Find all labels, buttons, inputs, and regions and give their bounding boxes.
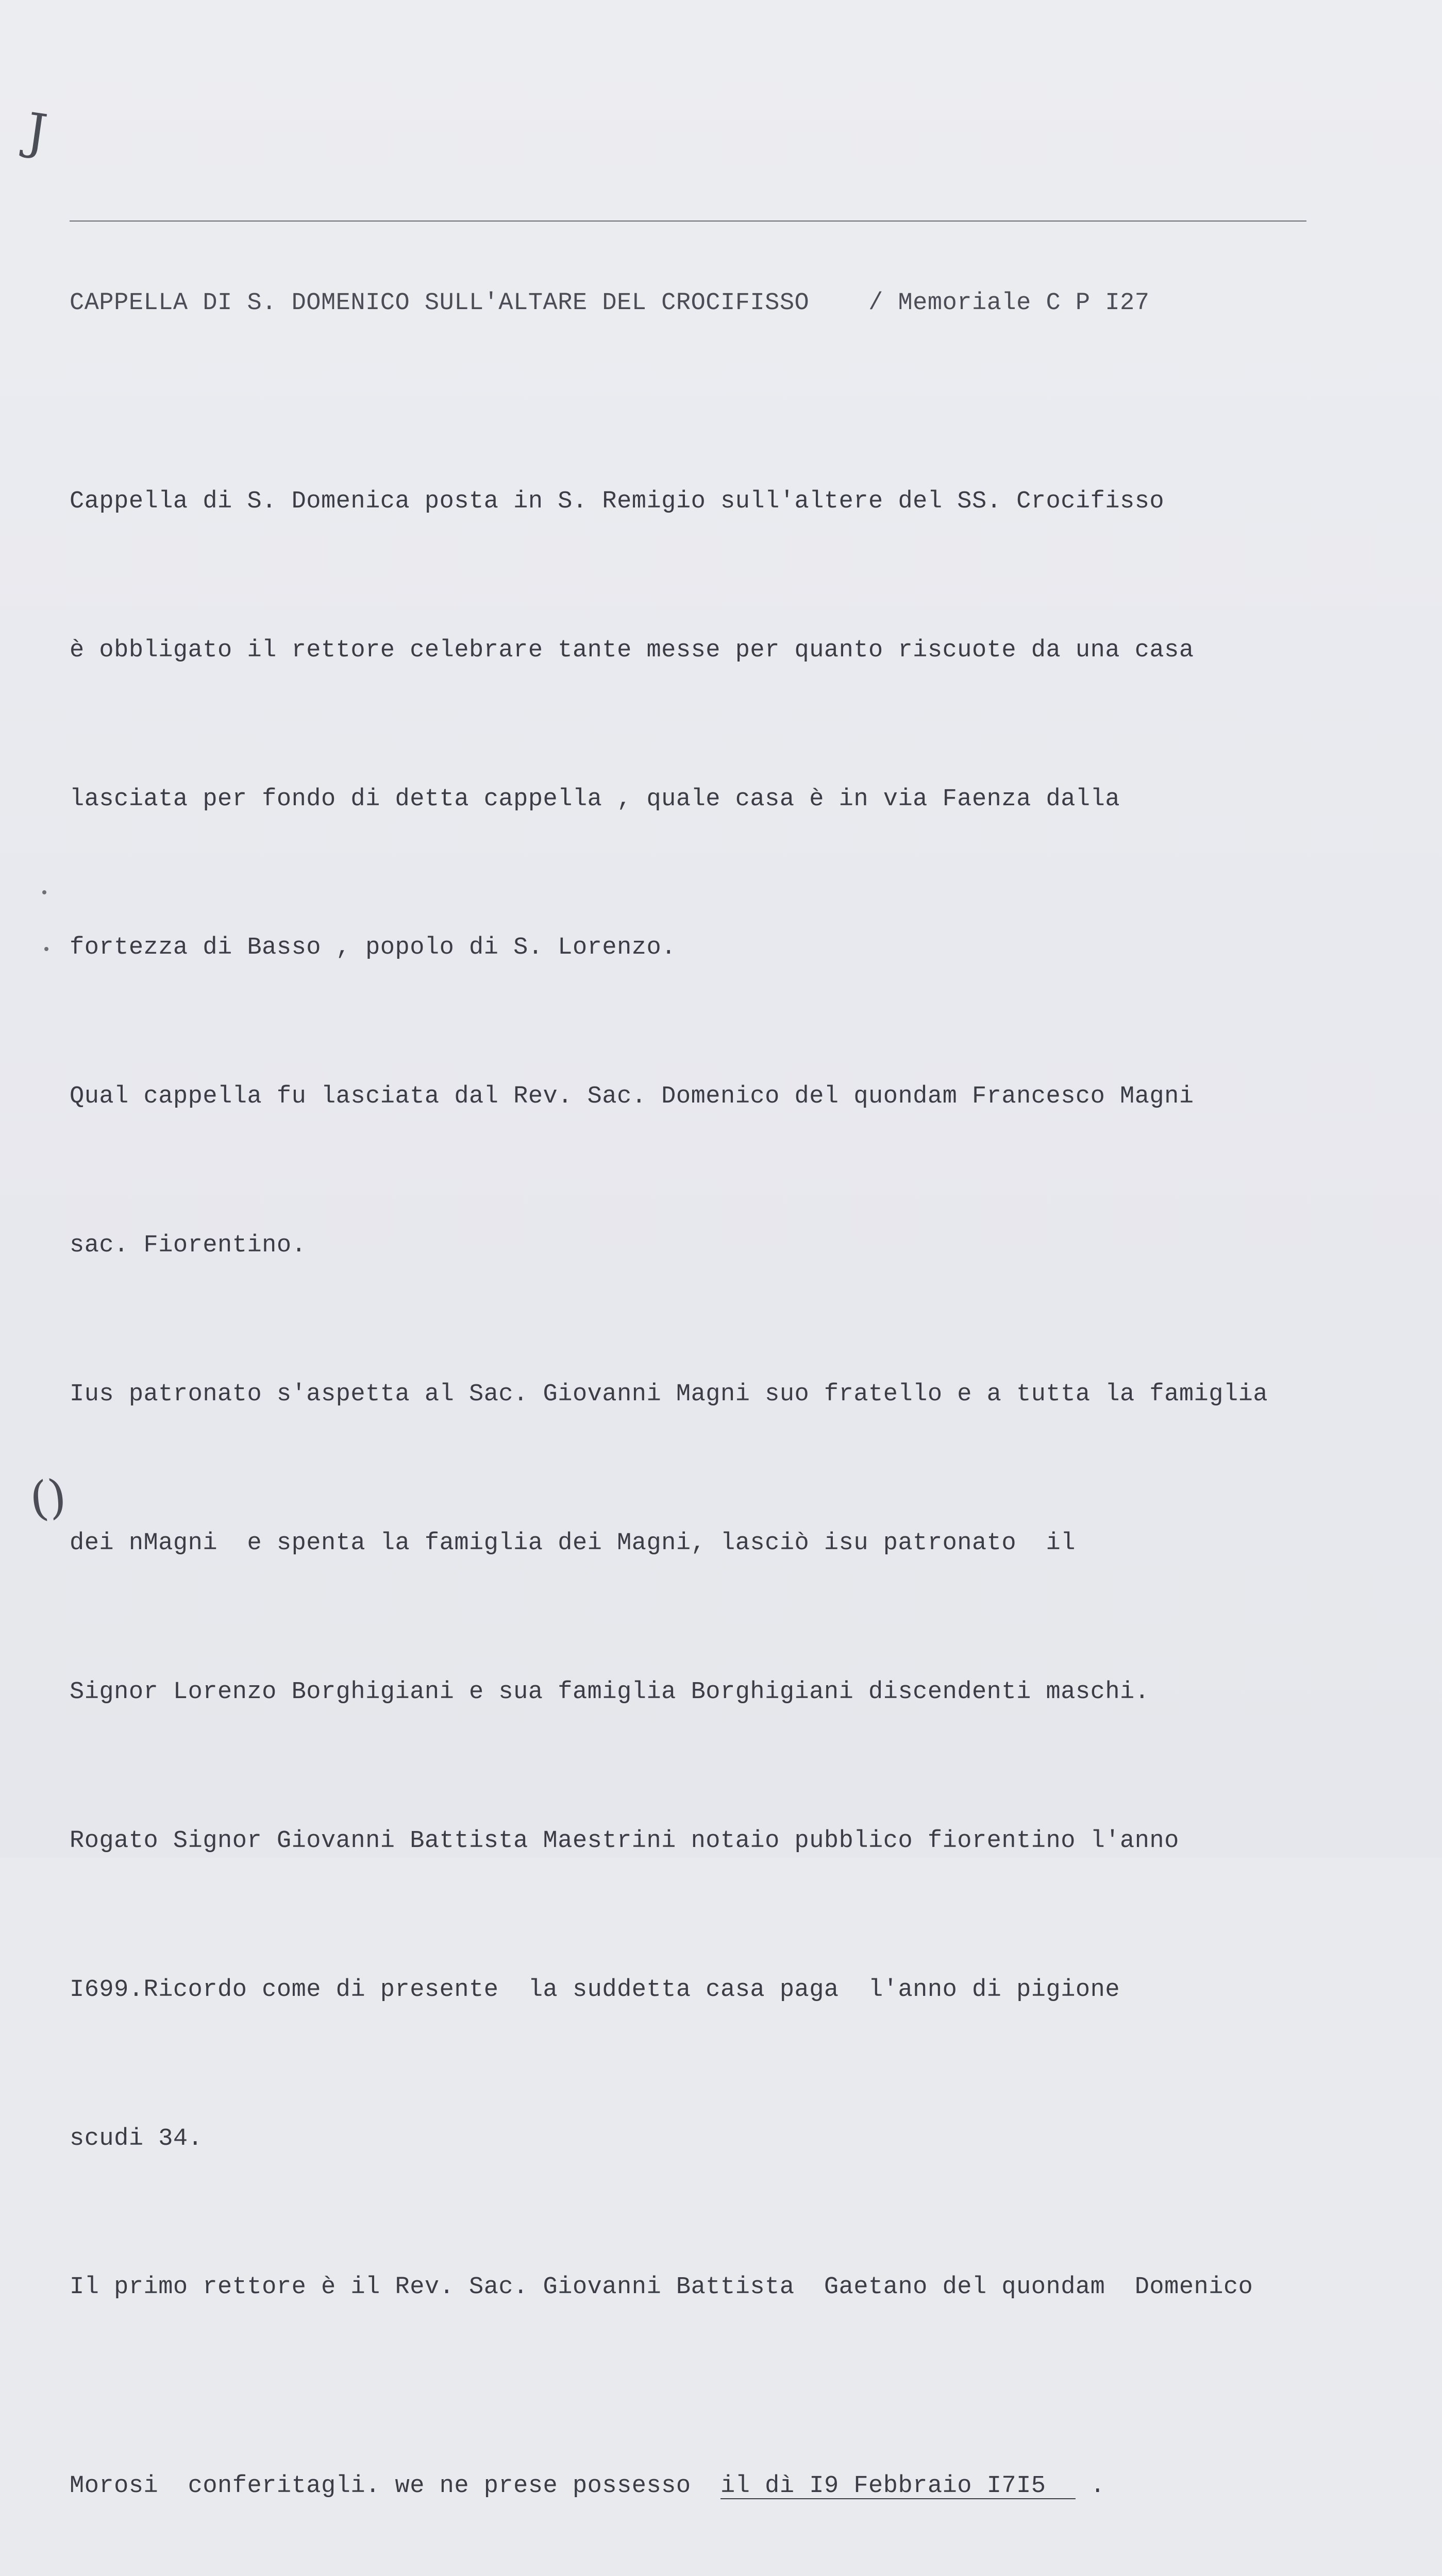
text-line: sac. Fiorentino. [70,1232,307,1260]
text-line-morosi [70,2462,1430,2511]
header-reference: / Memoriale C P I27 [868,289,1150,317]
handwritten-tick-mark: J [23,101,51,162]
text-line: lasciata per fondo di detta cappella , quale casa è in via Faenza dalla [70,785,1120,813]
typed-text [70,179,1430,2576]
margin-dot [44,947,48,951]
handwritten-paren-mark: () [27,1469,69,1527]
text-line: fortezza di Basso , popolo di S. Lorenzo. [70,934,676,962]
text-segment: . [1075,2472,1105,2500]
header-title: CAPPELLA DI S. DOMENICO SULL'ALTARE DEL CROCIFISSO [70,289,810,317]
text-line: Rogato Signor Giovanni Battista Maestrini notaio pubblico fiorentino l'anno [70,1827,1179,1855]
text-line: è obbligato il rettore celebrare tante messe per quanto riscuote da una casa [70,636,1194,664]
text-line: I699.Ricordo come di presente la suddetta casa paga l'anno di pigione [70,1976,1120,2004]
text-line: scudi 34. [70,2125,203,2153]
text-line: Signor Lorenzo Borghigiani e sua famiglia Borghigiani discendenti maschi. [70,1678,1150,1706]
text-line: Cappella di S. Domenica posta in S. Remigio sull'altere del SS. Crocifisso [70,487,1165,515]
text-line: Il primo rettore è il Rev. Sac. Giovanni Battista Gaetano del quondam Domenico [70,2274,1253,2301]
text-segment: Morosi conferitagli. we ne prese possesso [70,2472,721,2500]
text-line: dei nMagni e spenta la famiglia dei Magni, lasciò isu patronato il [70,1530,1076,1557]
possession-date: il dì I9 Febbraio I7I5 [720,2472,1076,2500]
margin-dot [42,890,46,894]
header-line [70,279,1430,328]
text-line: Ius patronato s'aspetta al Sac. Giovanni Magni suo fratello e a tutta la famiglia [70,1381,1268,1409]
text-line: Qual cappella fu lasciata dal Rev. Sac. Domenico del quondam Francesco Magni [70,1083,1194,1111]
